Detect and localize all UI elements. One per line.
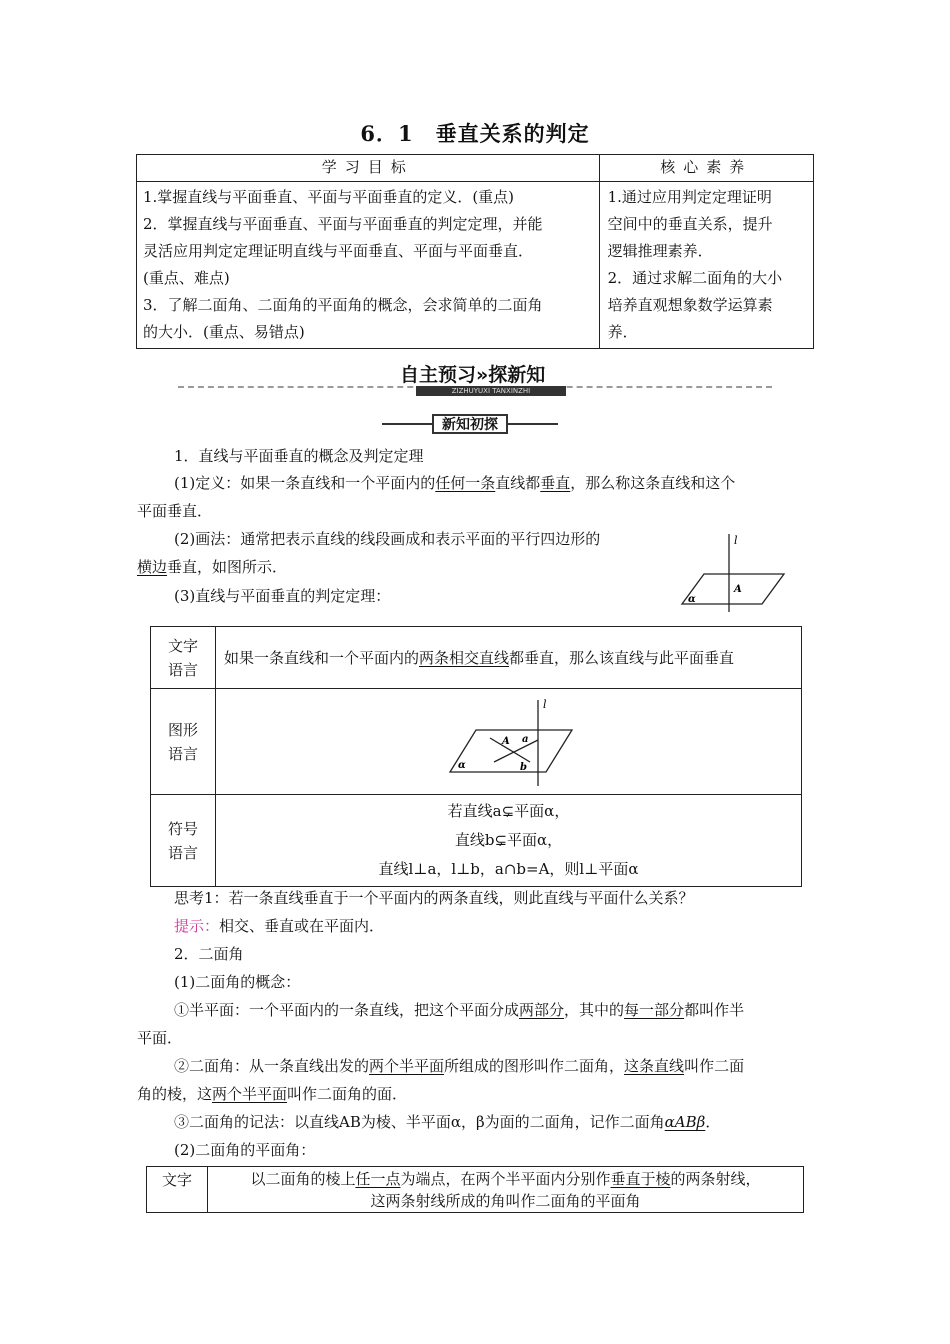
angle-line-1 <box>214 1168 797 1190</box>
literacy-line: 2．通过求解二面角的大小 <box>607 269 783 287</box>
angle-head: 文字 <box>147 1167 208 1213</box>
banner-title: 自主预习»探新知 <box>400 364 546 386</box>
dihedral-line <box>174 1056 744 1076</box>
symbol-line: 直线l⊥a，l⊥b，a∩b=A，则l⊥平面α <box>378 860 639 878</box>
angle-text-cell <box>208 1167 804 1213</box>
line-b <box>494 740 538 762</box>
perpendicular-figure <box>676 532 794 614</box>
underlined-text: αABβ <box>664 1113 706 1131</box>
drawing-line-cont <box>137 557 287 577</box>
definition-line <box>174 473 735 493</box>
head-word: 文字 <box>167 636 198 655</box>
text-run: ，那么称这条直线和这个 <box>570 474 736 492</box>
theorem-table <box>150 626 802 887</box>
text-run: 为端点，在两个半平面内分别作 <box>400 1169 611 1188</box>
literacy-line: 养． <box>607 323 638 341</box>
half-plane-cont: 平面． <box>137 1029 183 1047</box>
text-run: ． <box>705 1113 721 1131</box>
dihedral-cont <box>137 1084 407 1104</box>
text-run: 如果一条直线和一个平面内的 <box>224 649 420 667</box>
underlined-text: 垂直 <box>540 474 571 492</box>
s1-heading: 1．直线与平面垂直的概念及判定定理 <box>174 447 424 465</box>
underlined-text: 任何一条 <box>435 474 496 492</box>
text-run: (1)定义：如果一条直线和一个平面内的 <box>174 474 436 492</box>
goals-header-left: 学习目标 <box>137 155 600 182</box>
label-A: A <box>734 584 742 595</box>
text-run: 都垂直，那么该直线与此平面垂直 <box>509 649 735 667</box>
section-banner <box>178 356 772 396</box>
label-alpha: α <box>688 594 696 605</box>
label-a: a <box>522 733 529 745</box>
goal-line: (重点、难点) <box>143 269 230 287</box>
head-word: 语言 <box>167 660 198 679</box>
goal-line: 灵活应用判定定理证明直线与平面垂直、平面与平面垂直． <box>143 242 534 260</box>
section-chip <box>382 414 558 434</box>
literacy-line: 逻辑推理素养． <box>607 242 713 260</box>
label-b: b <box>520 761 527 773</box>
hint-text: 相交、垂直或在平面内． <box>219 917 385 935</box>
goal-line: 3．了解二面角、二面角的平面角的概念，会求简单的二面角 <box>143 296 543 314</box>
label-alpha: α <box>458 759 466 771</box>
text-run: 直线都 <box>495 474 541 492</box>
row-head-symbol <box>151 795 216 887</box>
head-word: 语言 <box>167 744 198 763</box>
goals-header-right: 核心素养 <box>599 155 813 182</box>
label-l: l <box>734 534 738 547</box>
s2-heading: 2．二面角 <box>174 945 244 963</box>
hint-label: 提示： <box>174 917 220 935</box>
head-word: 符号 <box>167 819 198 838</box>
notation-line <box>174 1112 720 1132</box>
literacy-line: 空间中的垂直关系，提升 <box>607 215 773 233</box>
row-head-figure <box>151 689 216 795</box>
text-run: 的两条射线， <box>670 1169 761 1188</box>
underlined-text: 两部分 <box>519 1001 565 1019</box>
half-plane-line <box>174 1000 744 1020</box>
goals-table <box>136 154 814 349</box>
text-run: 垂直，如图所示． <box>167 558 288 576</box>
head-word: 图形 <box>167 720 198 739</box>
text-language-cell <box>216 627 802 689</box>
underlined-text: 两个半平面 <box>369 1057 445 1075</box>
plane-angle-heading: (2)二面角的平面角： <box>174 1141 316 1159</box>
text-run: ①半平面：一个平面内的一条直线，把这个平面分成 <box>174 1001 520 1019</box>
text-run: 叫作二面 <box>684 1057 745 1075</box>
definition-line-cont: 平面垂直． <box>137 502 213 520</box>
drawing-line: (2)画法：通常把表示直线的线段画成和表示平面的平行四边形的 <box>174 530 601 548</box>
head-word: 语言 <box>167 843 198 862</box>
underlined-text: 垂直于棱 <box>610 1169 671 1188</box>
banner-subtitle: ZIZHUYUXI TANXINZHI <box>416 386 566 396</box>
think-question: 思考1：若一条直线垂直于一个平面内的两条直线，则此直线与平面什么关系？ <box>174 889 694 907</box>
theorem-figure <box>446 696 586 788</box>
angle-line-2: 这两条射线所成的角叫作二面角的平面角 <box>370 1191 641 1210</box>
text-run: 以二面角的棱上 <box>250 1169 356 1188</box>
figure-language-cell <box>216 689 802 795</box>
goals-left-cell <box>137 182 600 349</box>
text-run: ②二面角：从一条直线出发的 <box>174 1057 370 1075</box>
text-run: 角的棱，这 <box>137 1085 213 1103</box>
underlined-text: 这条直线 <box>624 1057 685 1075</box>
underlined-text: 两条相交直线 <box>419 649 510 667</box>
plane-alpha <box>682 574 784 604</box>
goal-line: 2．掌握直线与平面垂直、平面与平面垂直的判定定理，并能 <box>143 215 543 233</box>
symbol-line: 直线b⊊平面α， <box>454 831 563 849</box>
theorem-intro: (3)直线与平面垂直的判定定理： <box>174 587 391 605</box>
label-l: l <box>543 697 547 711</box>
goal-line: 1.掌握直线与平面垂直、平面与平面垂直的定义．(重点) <box>143 188 515 206</box>
text-run: 所组成的图形叫作二面角， <box>444 1057 625 1075</box>
row-head-text <box>151 627 216 689</box>
goal-line: 的大小．(重点、易错点) <box>143 323 305 341</box>
goals-right-cell <box>599 182 813 349</box>
hint-line <box>174 916 384 936</box>
plane-angle-table <box>146 1166 804 1213</box>
literacy-line: 培养直观想象数学运算素 <box>607 296 773 314</box>
concept-heading: (1)二面角的概念： <box>174 973 301 991</box>
underlined-text: 两个半平面 <box>212 1085 288 1103</box>
chip-label: 新知初探 <box>432 414 508 434</box>
literacy-line: 1.通过应用判定定理证明 <box>607 188 772 206</box>
label-A: A <box>502 735 510 747</box>
text-run: ③二面角的记法：以直线AB为棱、半平面α，β为面的二面角，记作二面角 <box>174 1113 665 1131</box>
underlined-text: 任一点 <box>355 1169 401 1188</box>
page-title: 6．1 垂直关系的判定 <box>360 121 590 146</box>
text-run: ，其中的 <box>564 1001 625 1019</box>
text-run: 叫作二面角的面． <box>287 1085 408 1103</box>
symbol-line: 若直线a⊊平面α， <box>447 802 570 820</box>
underlined-text: 每一部分 <box>624 1001 685 1019</box>
underlined-text: 横边 <box>137 558 168 576</box>
text-run: 都叫作半 <box>684 1001 745 1019</box>
symbol-language-cell <box>216 795 802 887</box>
